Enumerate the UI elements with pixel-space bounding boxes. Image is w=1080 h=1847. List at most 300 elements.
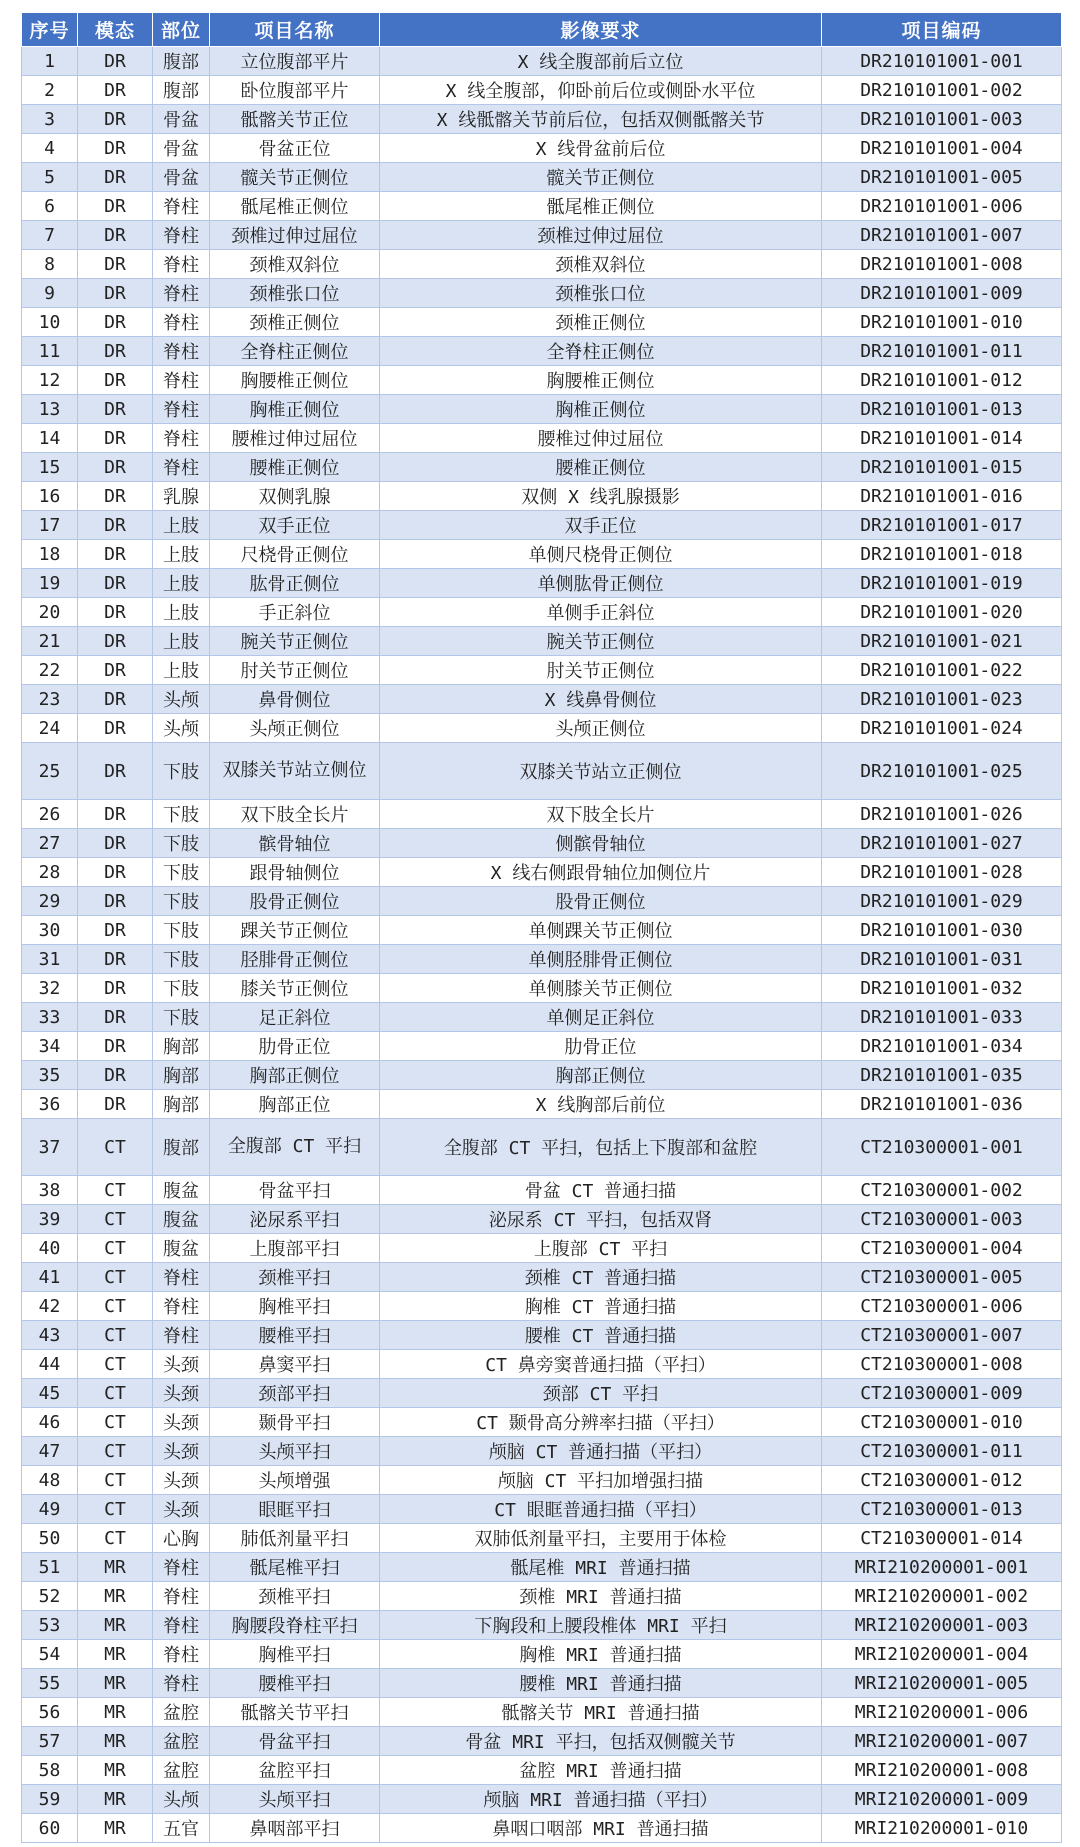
cell-body-part: 脊柱 [153,366,210,395]
cell-imaging-requirement: 头颅正侧位 [380,714,822,743]
cell-modality: DR [78,829,153,858]
cell-imaging-requirement: 单侧手正斜位 [380,598,822,627]
cell-imaging-requirement: CT 颞骨高分辨率扫描（平扫） [380,1408,822,1437]
cell-body-part: 头颅 [153,714,210,743]
table-row [22,424,1062,453]
cell-imaging-requirement: 单侧足正斜位 [380,1003,822,1032]
cell-body-part: 五官 [153,1814,210,1843]
cell-index: 16 [22,482,78,511]
cell-item-code: MRI210200001-002 [822,1582,1062,1611]
cell-index: 5 [22,163,78,192]
cell-imaging-requirement: 侧髌骨轴位 [380,829,822,858]
cell-imaging-requirement: 骶尾椎正侧位 [380,192,822,221]
cell-item-name: 上腹部平扫 [210,1234,380,1263]
cell-modality: MR [78,1611,153,1640]
cell-item-code: DR210101001-021 [822,627,1062,656]
cell-index: 24 [22,714,78,743]
cell-body-part: 脊柱 [153,395,210,424]
cell-modality: MR [78,1814,153,1843]
cell-item-code: CT210300001-008 [822,1350,1062,1379]
cell-index: 36 [22,1090,78,1119]
cell-modality: DR [78,1003,153,1032]
table-row [22,916,1062,945]
cell-index: 20 [22,598,78,627]
cell-modality: CT [78,1437,153,1466]
table-row [22,1003,1062,1032]
cell-imaging-requirement: 双肺低剂量平扫，主要用于体检 [380,1524,822,1553]
cell-body-part: 腹部 [153,76,210,105]
cell-modality: CT [78,1495,153,1524]
cell-item-code: CT210300001-007 [822,1321,1062,1350]
table-row [22,482,1062,511]
cell-item-code: CT210300001-003 [822,1205,1062,1234]
cell-modality: DR [78,1061,153,1090]
cell-item-code: DR210101001-012 [822,366,1062,395]
cell-body-part: 脊柱 [153,308,210,337]
cell-item-name: 双膝关节站立侧位 [210,743,380,800]
header-imaging-requirement: 影像要求 [380,13,822,47]
table-row [22,540,1062,569]
cell-modality: DR [78,47,153,76]
cell-item-code: DR210101001-030 [822,916,1062,945]
cell-imaging-requirement: 胸椎正侧位 [380,395,822,424]
cell-item-name: 股骨正侧位 [210,887,380,916]
cell-body-part: 上肢 [153,598,210,627]
cell-modality: DR [78,279,153,308]
cell-imaging-requirement: 颈椎张口位 [380,279,822,308]
table-row [22,800,1062,829]
cell-index: 9 [22,279,78,308]
cell-modality: CT [78,1176,153,1205]
table-row [22,105,1062,134]
table-row [22,511,1062,540]
table-row [22,1756,1062,1785]
cell-imaging-requirement: X 线全腹部前后立位 [380,47,822,76]
cell-imaging-requirement: 全腹部 CT 平扫，包括上下腹部和盆腔 [380,1119,822,1176]
cell-body-part: 脊柱 [153,1292,210,1321]
cell-imaging-requirement: 颈椎正侧位 [380,308,822,337]
cell-modality: CT [78,1350,153,1379]
cell-item-code: DR210101001-013 [822,395,1062,424]
cell-modality: MR [78,1669,153,1698]
cell-item-code: DR210101001-006 [822,192,1062,221]
cell-item-code: MRI210200001-005 [822,1669,1062,1698]
cell-imaging-requirement: 腰椎 MRI 普通扫描 [380,1669,822,1698]
cell-modality: CT [78,1379,153,1408]
cell-item-name: 泌尿系平扫 [210,1205,380,1234]
cell-imaging-requirement: X 线全腹部，仰卧前后位或侧卧水平位 [380,76,822,105]
cell-index: 27 [22,829,78,858]
cell-item-name: 鼻骨侧位 [210,685,380,714]
cell-imaging-requirement: 颅脑 CT 普通扫描（平扫） [380,1437,822,1466]
cell-item-name: 尺桡骨正侧位 [210,540,380,569]
cell-imaging-requirement: 单侧踝关节正侧位 [380,916,822,945]
cell-modality: DR [78,685,153,714]
cell-item-name: 胸椎正侧位 [210,395,380,424]
cell-index: 40 [22,1234,78,1263]
table-row [22,221,1062,250]
table-row [22,1408,1062,1437]
cell-imaging-requirement: 胸椎 CT 普通扫描 [380,1292,822,1321]
cell-modality: DR [78,453,153,482]
cell-item-name: 全腹部 CT 平扫 [210,1119,380,1176]
cell-modality: MR [78,1727,153,1756]
cell-body-part: 头颅 [153,1785,210,1814]
cell-item-code: CT210300001-006 [822,1292,1062,1321]
cell-body-part: 下肢 [153,858,210,887]
cell-imaging-requirement: 盆腔 MRI 普通扫描 [380,1756,822,1785]
cell-body-part: 脊柱 [153,1611,210,1640]
cell-item-code: CT210300001-012 [822,1466,1062,1495]
table-row [22,1061,1062,1090]
cell-imaging-requirement: 腕关节正侧位 [380,627,822,656]
cell-modality: DR [78,192,153,221]
cell-item-name: 胸椎平扫 [210,1292,380,1321]
cell-index: 14 [22,424,78,453]
cell-index: 34 [22,1032,78,1061]
cell-item-code: CT210300001-001 [822,1119,1062,1176]
cell-imaging-requirement: 颈椎 CT 普通扫描 [380,1263,822,1292]
cell-imaging-requirement: X 线右侧跟骨轴位加侧位片 [380,858,822,887]
table-row [22,1176,1062,1205]
cell-body-part: 下肢 [153,829,210,858]
table-row [22,1727,1062,1756]
cell-item-name: 骶髂关节平扫 [210,1698,380,1727]
cell-modality: DR [78,1032,153,1061]
cell-modality: DR [78,800,153,829]
cell-item-name: 踝关节正侧位 [210,916,380,945]
table-row [22,1321,1062,1350]
cell-index: 31 [22,945,78,974]
cell-modality: DR [78,714,153,743]
cell-body-part: 下肢 [153,887,210,916]
cell-item-code: MRI210200001-006 [822,1698,1062,1727]
cell-index: 39 [22,1205,78,1234]
header-row [22,13,1062,47]
cell-modality: MR [78,1640,153,1669]
cell-index: 46 [22,1408,78,1437]
table-row [22,1263,1062,1292]
table-row [22,1350,1062,1379]
cell-item-name: 腰椎正侧位 [210,453,380,482]
cell-body-part: 下肢 [153,800,210,829]
cell-index: 48 [22,1466,78,1495]
cell-modality: CT [78,1263,153,1292]
cell-imaging-requirement: 骨盆 MRI 平扫，包括双侧髋关节 [380,1727,822,1756]
cell-imaging-requirement: 双膝关节站立正侧位 [380,743,822,800]
cell-item-name: 胸腰段脊柱平扫 [210,1611,380,1640]
cell-item-name: 腕关节正侧位 [210,627,380,656]
cell-item-name: 膝关节正侧位 [210,974,380,1003]
cell-item-code: CT210300001-002 [822,1176,1062,1205]
cell-index: 11 [22,337,78,366]
cell-index: 38 [22,1176,78,1205]
cell-item-code: CT210300001-014 [822,1524,1062,1553]
cell-imaging-requirement: 双侧 X 线乳腺摄影 [380,482,822,511]
table-row [22,974,1062,1003]
cell-item-code: DR210101001-015 [822,453,1062,482]
cell-body-part: 胸部 [153,1090,210,1119]
cell-item-code: DR210101001-026 [822,800,1062,829]
cell-item-name: 腰椎平扫 [210,1669,380,1698]
table-row [22,163,1062,192]
table-row [22,1379,1062,1408]
table-row [22,1814,1062,1843]
cell-body-part: 头颅 [153,685,210,714]
cell-body-part: 头颈 [153,1379,210,1408]
table-row [22,887,1062,916]
cell-index: 33 [22,1003,78,1032]
table-row [22,1640,1062,1669]
cell-modality: DR [78,656,153,685]
cell-modality: DR [78,743,153,800]
table-row [22,1234,1062,1263]
cell-imaging-requirement: 上腹部 CT 平扫 [380,1234,822,1263]
cell-item-code: CT210300001-005 [822,1263,1062,1292]
cell-item-code: DR210101001-009 [822,279,1062,308]
cell-item-code: DR210101001-034 [822,1032,1062,1061]
cell-index: 1 [22,47,78,76]
header-modality: 模态 [78,13,153,47]
cell-index: 3 [22,105,78,134]
cell-imaging-requirement: 胸部正侧位 [380,1061,822,1090]
cell-index: 10 [22,308,78,337]
cell-body-part: 上肢 [153,540,210,569]
table-row [22,829,1062,858]
cell-body-part: 头颈 [153,1495,210,1524]
table-row [22,1582,1062,1611]
cell-imaging-requirement: 颈椎 MRI 普通扫描 [380,1582,822,1611]
cell-body-part: 胸部 [153,1032,210,1061]
cell-item-name: 颈椎平扫 [210,1263,380,1292]
cell-imaging-requirement: 腰椎 CT 普通扫描 [380,1321,822,1350]
table-row [22,569,1062,598]
cell-item-code: DR210101001-025 [822,743,1062,800]
cell-item-code: DR210101001-014 [822,424,1062,453]
cell-index: 13 [22,395,78,424]
cell-imaging-requirement: 颈椎双斜位 [380,250,822,279]
cell-index: 57 [22,1727,78,1756]
cell-index: 37 [22,1119,78,1176]
cell-index: 4 [22,134,78,163]
cell-body-part: 胸部 [153,1061,210,1090]
cell-item-code: MRI210200001-009 [822,1785,1062,1814]
cell-modality: DR [78,569,153,598]
cell-body-part: 头颈 [153,1350,210,1379]
table-row [22,1524,1062,1553]
cell-item-code: DR210101001-032 [822,974,1062,1003]
cell-index: 42 [22,1292,78,1321]
table-row [22,1119,1062,1176]
cell-item-name: 跟骨轴侧位 [210,858,380,887]
cell-modality: DR [78,1090,153,1119]
cell-modality: DR [78,916,153,945]
cell-modality: DR [78,250,153,279]
table-row [22,1205,1062,1234]
cell-body-part: 脊柱 [153,1582,210,1611]
cell-item-code: DR210101001-017 [822,511,1062,540]
table-row [22,134,1062,163]
cell-item-code: DR210101001-005 [822,163,1062,192]
cell-index: 50 [22,1524,78,1553]
cell-item-name: 骨盆正位 [210,134,380,163]
cell-modality: DR [78,395,153,424]
cell-modality: DR [78,511,153,540]
cell-body-part: 腹盆 [153,1176,210,1205]
cell-body-part: 乳腺 [153,482,210,511]
cell-item-code: DR210101001-024 [822,714,1062,743]
cell-index: 21 [22,627,78,656]
cell-item-name: 腰椎平扫 [210,1321,380,1350]
table-row [22,1553,1062,1582]
cell-item-name: 肘关节正侧位 [210,656,380,685]
cell-body-part: 头颈 [153,1466,210,1495]
table-row [22,395,1062,424]
cell-modality: MR [78,1698,153,1727]
cell-modality: MR [78,1785,153,1814]
table-row [22,1032,1062,1061]
cell-index: 51 [22,1553,78,1582]
cell-item-code: DR210101001-036 [822,1090,1062,1119]
cell-modality: DR [78,424,153,453]
table-row [22,250,1062,279]
cell-body-part: 腹部 [153,47,210,76]
table-row [22,308,1062,337]
cell-index: 32 [22,974,78,1003]
cell-index: 2 [22,76,78,105]
table-row [22,453,1062,482]
cell-body-part: 脊柱 [153,453,210,482]
table-row [22,598,1062,627]
cell-imaging-requirement: 泌尿系 CT 平扫，包括双肾 [380,1205,822,1234]
cell-item-code: CT210300001-009 [822,1379,1062,1408]
table-row [22,279,1062,308]
cell-index: 12 [22,366,78,395]
cell-item-name: 头颅正侧位 [210,714,380,743]
cell-imaging-requirement: 双下肢全长片 [380,800,822,829]
cell-body-part: 盆腔 [153,1727,210,1756]
cell-item-code: DR210101001-007 [822,221,1062,250]
cell-item-name: 骶尾椎平扫 [210,1553,380,1582]
cell-imaging-requirement: 下胸段和上腰段椎体 MRI 平扫 [380,1611,822,1640]
cell-index: 54 [22,1640,78,1669]
cell-item-code: DR210101001-018 [822,540,1062,569]
table-row [22,1090,1062,1119]
cell-item-code: MRI210200001-007 [822,1727,1062,1756]
cell-body-part: 上肢 [153,511,210,540]
table-row [22,858,1062,887]
imaging-items-sheet [21,12,1061,1843]
cell-body-part: 脊柱 [153,192,210,221]
table-row [22,192,1062,221]
table-row [22,1611,1062,1640]
cell-item-code: DR210101001-011 [822,337,1062,366]
cell-item-name: 眼眶平扫 [210,1495,380,1524]
cell-index: 7 [22,221,78,250]
cell-imaging-requirement: 骨盆 CT 普通扫描 [380,1176,822,1205]
cell-item-name: 髋关节正侧位 [210,163,380,192]
table-body [22,47,1062,1843]
table-row [22,656,1062,685]
cell-modality: DR [78,134,153,163]
cell-imaging-requirement: 全脊柱正侧位 [380,337,822,366]
cell-imaging-requirement: 双手正位 [380,511,822,540]
cell-item-name: 颈椎张口位 [210,279,380,308]
cell-item-name: 卧位腹部平片 [210,76,380,105]
cell-body-part: 脊柱 [153,1669,210,1698]
cell-item-name: 髌骨轴位 [210,829,380,858]
cell-imaging-requirement: 颈椎过伸过屈位 [380,221,822,250]
cell-body-part: 骨盆 [153,105,210,134]
cell-index: 18 [22,540,78,569]
cell-index: 41 [22,1263,78,1292]
cell-item-name: 骶髂关节正位 [210,105,380,134]
table-row [22,47,1062,76]
cell-item-name: 双下肢全长片 [210,800,380,829]
cell-item-code: DR210101001-019 [822,569,1062,598]
table-row [22,1698,1062,1727]
cell-item-code: MRI210200001-008 [822,1756,1062,1785]
cell-imaging-requirement: 单侧尺桡骨正侧位 [380,540,822,569]
cell-imaging-requirement: 股骨正侧位 [380,887,822,916]
cell-item-code: DR210101001-002 [822,76,1062,105]
cell-item-name: 肺低剂量平扫 [210,1524,380,1553]
cell-modality: DR [78,945,153,974]
cell-item-code: DR210101001-003 [822,105,1062,134]
cell-modality: DR [78,337,153,366]
cell-body-part: 骨盆 [153,163,210,192]
cell-item-name: 骨盆平扫 [210,1727,380,1756]
cell-item-name: 胸椎平扫 [210,1640,380,1669]
cell-item-code: MRI210200001-003 [822,1611,1062,1640]
cell-index: 29 [22,887,78,916]
cell-body-part: 脊柱 [153,424,210,453]
table-row [22,1785,1062,1814]
cell-item-code: CT210300001-011 [822,1437,1062,1466]
cell-modality: CT [78,1524,153,1553]
cell-modality: CT [78,1292,153,1321]
cell-index: 56 [22,1698,78,1727]
cell-body-part: 脊柱 [153,1321,210,1350]
cell-modality: DR [78,105,153,134]
cell-index: 43 [22,1321,78,1350]
cell-item-code: DR210101001-029 [822,887,1062,916]
cell-item-name: 肱骨正侧位 [210,569,380,598]
cell-item-code: DR210101001-033 [822,1003,1062,1032]
cell-modality: DR [78,163,153,192]
cell-modality: CT [78,1234,153,1263]
table-row [22,337,1062,366]
cell-item-name: 鼻窦平扫 [210,1350,380,1379]
cell-item-code: DR210101001-010 [822,308,1062,337]
cell-imaging-requirement: 颈部 CT 平扫 [380,1379,822,1408]
cell-item-name: 骨盆平扫 [210,1176,380,1205]
cell-imaging-requirement: 单侧肱骨正侧位 [380,569,822,598]
cell-body-part: 脊柱 [153,250,210,279]
cell-item-name: 足正斜位 [210,1003,380,1032]
cell-item-name: 颈椎正侧位 [210,308,380,337]
cell-modality: MR [78,1582,153,1611]
cell-body-part: 上肢 [153,569,210,598]
cell-index: 44 [22,1350,78,1379]
cell-body-part: 下肢 [153,743,210,800]
cell-index: 60 [22,1814,78,1843]
cell-imaging-requirement: 胸腰椎正侧位 [380,366,822,395]
cell-body-part: 盆腔 [153,1756,210,1785]
table-header [22,13,1062,47]
table-row [22,1669,1062,1698]
header-item-name: 项目名称 [210,13,380,47]
